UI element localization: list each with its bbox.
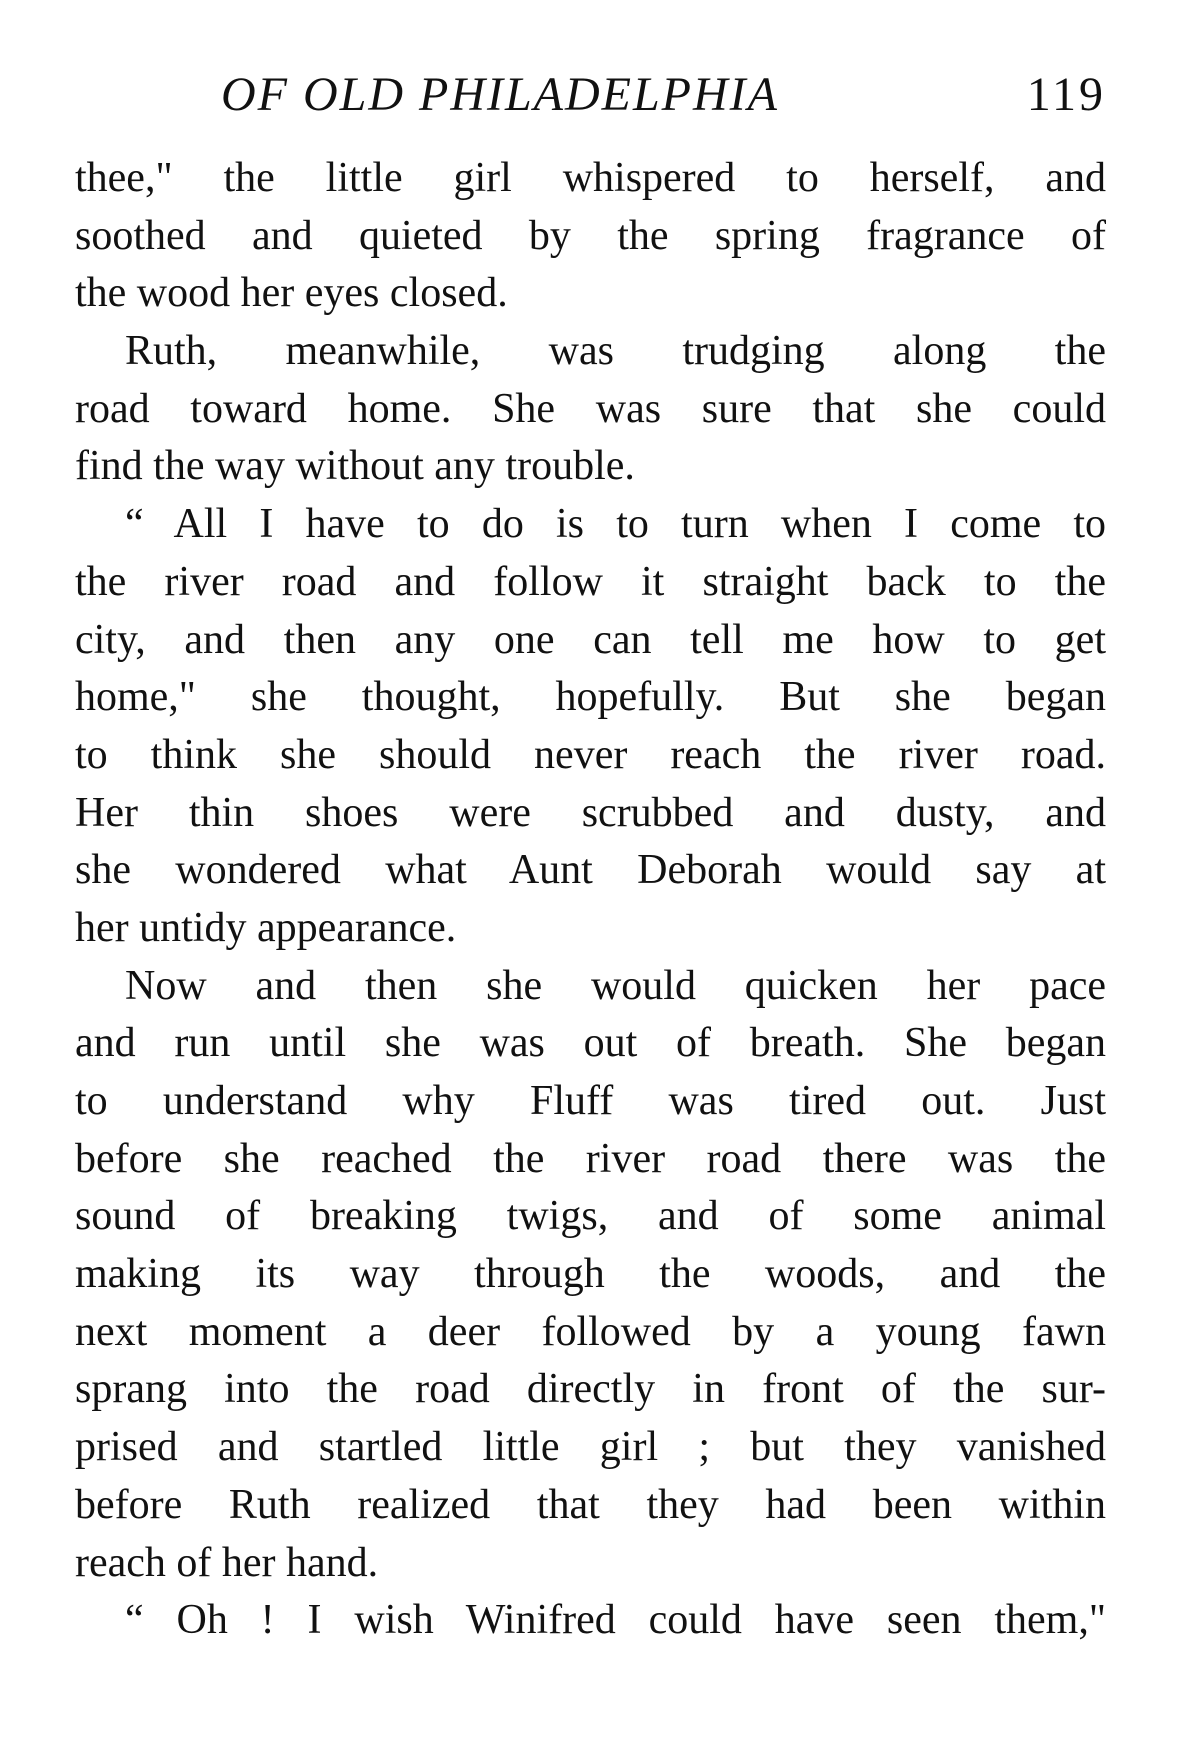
text-line: Ruth, meanwhile, was trudging along the [125,328,1106,375]
text-line: home," she thought, hopefully. But she began [75,674,1106,721]
text-line: her untidy appearance. [75,904,457,951]
text-line: before she reached the river road there was the [75,1135,1106,1182]
paragraph [75,150,1106,323]
text-line: prised and startled little girl ; but they vanished [75,1424,1106,1471]
body-text [75,150,1106,1650]
text-line: and run until she was out of breath. She began [75,1020,1106,1067]
running-title: OF OLD PHILADELPHIA [221,68,779,121]
paragraph [75,323,1106,496]
text-line: the wood her eyes closed. [75,270,508,317]
text-line: next moment a deer followed by a young fawn [75,1308,1106,1355]
paragraph [75,958,1106,1593]
text-line: “ All I have to do is to turn when I come to [125,501,1106,548]
page-number: 119 [1026,68,1106,121]
text-line: the river road and follow it straight back to the [75,558,1106,605]
text-line: Now and then she would quicken her pace [125,962,1106,1009]
text-line: road toward home. She was sure that she could [75,385,1106,432]
text-line: to think she should never reach the river road. [75,731,1106,778]
text-line: sound of breaking twigs, and of some animal [75,1193,1106,1240]
paragraph [75,496,1106,958]
text-line: Her thin shoes were scrubbed and dusty, and [75,789,1106,836]
running-head [75,60,1110,130]
text-line: find the way without any trouble. [75,443,635,490]
text-line: she wondered what Aunt Deborah would say at [75,847,1106,894]
text-line: thee," the little girl whispered to herself, and [75,155,1106,201]
text-line: city, and then any one can tell me how to get [75,616,1106,663]
text-line: sprang into the road directly in front of the sur- [75,1366,1106,1413]
text-line: before Ruth realized that they had been within [75,1481,1106,1528]
text-line: to understand why Fluff was tired out. Just [75,1078,1106,1124]
text-line: “ Oh ! I wish Winifred could have seen them," [125,1597,1106,1644]
text-line: making its way through the woods, and the [75,1251,1106,1298]
paragraph [75,1592,1106,1650]
text-line: reach of her hand. [75,1539,379,1586]
text-line: soothed and quieted by the spring fragrance of [75,212,1106,259]
